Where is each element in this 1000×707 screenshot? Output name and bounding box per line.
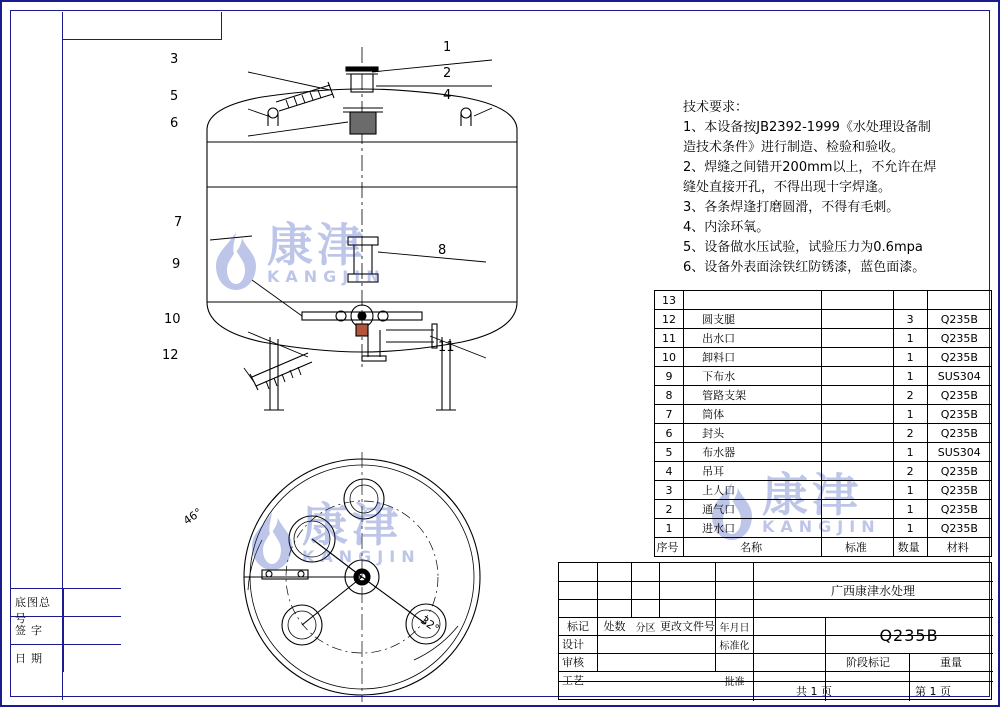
watermark-cn: 康津	[762, 468, 862, 522]
callout-8: 8	[438, 243, 447, 258]
bom-qty: 2	[893, 424, 927, 443]
bom-no: 2	[655, 500, 684, 519]
table-row	[655, 500, 992, 519]
bom-no: 13	[655, 291, 684, 310]
rev-header-count: 处数	[603, 620, 626, 633]
table-row	[655, 481, 992, 500]
table-row	[655, 462, 992, 481]
bom-qty: 1	[893, 329, 927, 348]
bom-std	[822, 462, 894, 481]
bom-name: 吊耳	[684, 462, 822, 481]
bom-std	[822, 481, 894, 500]
bom-std	[822, 500, 894, 519]
bom-mat: Q235B	[927, 386, 991, 405]
bom-std	[822, 443, 894, 462]
bom-name: 出水口	[684, 329, 822, 348]
table-row	[655, 348, 992, 367]
bom-qty: 2	[893, 462, 927, 481]
watermark-cn: 康津	[267, 218, 367, 272]
table-row	[655, 291, 992, 310]
bom-mat: Q235B	[927, 481, 991, 500]
callout-4: 4	[443, 88, 452, 103]
bom-std	[822, 424, 894, 443]
bom-name: 筒体	[684, 405, 822, 424]
bom-name: 上人口	[684, 481, 822, 500]
bom-qty	[893, 291, 927, 310]
watermark-en: KANGJIN	[762, 517, 881, 536]
tech-heading: 技术要求：	[683, 100, 749, 115]
bom-std	[822, 367, 894, 386]
row-label-process: 工艺	[562, 674, 584, 687]
bom-qty: 1	[893, 405, 927, 424]
row-label-review: 审核	[562, 656, 584, 669]
bom-std	[822, 348, 894, 367]
tech-line: 3、各条焊逢打磨圆滑，不得有毛刺。	[683, 200, 900, 215]
left-row-label: 底图总号	[15, 597, 51, 625]
stage-label: 阶段标记	[846, 656, 890, 669]
bom-name: 管路支架	[684, 386, 822, 405]
tech-line: 6、设备外表面涂铁红防锈漆，蓝色面漆。	[683, 260, 926, 275]
bom-header-mat: 材料	[927, 538, 991, 557]
bom-no: 9	[655, 367, 684, 386]
callout-7: 7	[174, 215, 183, 230]
bom-name: 封头	[684, 424, 822, 443]
rev-header-mark: 标记	[567, 620, 589, 633]
weight-label: 重量	[940, 656, 962, 669]
technical-requirements	[683, 98, 993, 278]
bom-std	[822, 310, 894, 329]
bom-no: 3	[655, 481, 684, 500]
callout-2: 2	[443, 66, 452, 81]
row-label-approve: 批准	[724, 676, 745, 688]
bom-no: 1	[655, 519, 684, 538]
callout-6: 6	[170, 116, 179, 131]
tech-line: 4、内涂环氧。	[683, 220, 770, 235]
table-row	[655, 329, 992, 348]
bom-no: 6	[655, 424, 684, 443]
tech-line: 缝处直接开孔，不得出现十字焊逢。	[683, 180, 892, 195]
bom-no: 5	[655, 443, 684, 462]
tech-line: 5、设备做水压试验，试验压力为0.6mpa	[683, 240, 923, 255]
bom-no: 11	[655, 329, 684, 348]
bom-mat: SUS304	[927, 367, 991, 386]
watermark-en: KANGJIN	[302, 547, 421, 566]
bom-name: 下布水	[684, 367, 822, 386]
bom-mat: Q235B	[927, 329, 991, 348]
bom-qty: 1	[893, 519, 927, 538]
callout-11: 11	[438, 340, 455, 355]
company-name: 广西康津水处理	[830, 583, 915, 598]
tech-line: 2、焊缝之间错开200mm以上，不允许在焊	[683, 160, 937, 175]
bom-std	[822, 519, 894, 538]
bom-no: 4	[655, 462, 684, 481]
bom-mat: Q235B	[927, 500, 991, 519]
title-block	[558, 562, 992, 700]
callout-9: 9	[172, 257, 181, 272]
bom-header-name: 名称	[684, 538, 822, 557]
bom-no: 12	[655, 310, 684, 329]
table-row	[655, 367, 992, 386]
bom-mat: Q235B	[927, 424, 991, 443]
angle-label-32: 32°	[418, 613, 442, 636]
bom-header-qty: 数量	[893, 538, 927, 557]
bom-qty: 2	[893, 386, 927, 405]
watermark-en: KANGJIN	[267, 267, 386, 286]
bom-std	[822, 291, 894, 310]
table-row	[655, 386, 992, 405]
table-row	[655, 310, 992, 329]
table-row	[655, 424, 992, 443]
bom-mat: Q235B	[927, 405, 991, 424]
bom-std	[822, 386, 894, 405]
table-row	[655, 519, 992, 538]
bom-mat: SUS304	[927, 443, 991, 462]
bom-no: 8	[655, 386, 684, 405]
rev-header-doc: 更改文件号	[660, 620, 715, 633]
bom-qty: 1	[893, 481, 927, 500]
bom-mat: Q235B	[927, 310, 991, 329]
bom-mat: Q235B	[927, 462, 991, 481]
rev-header-date: 年月日	[719, 622, 750, 634]
callout-10: 10	[164, 312, 181, 327]
callout-1: 1	[443, 40, 452, 55]
bom-qty: 3	[893, 310, 927, 329]
pages-total: 共 1 页	[796, 685, 832, 698]
bom-qty: 1	[893, 367, 927, 386]
bom-qty: 1	[893, 500, 927, 519]
row-label-design: 设计	[562, 638, 584, 651]
tech-line: 造技术条件》进行制造、检验和验收。	[683, 140, 905, 155]
bom-std	[822, 405, 894, 424]
bom-name: 布水器	[684, 443, 822, 462]
bom-qty: 1	[893, 348, 927, 367]
bom-mat	[927, 291, 991, 310]
row-label-standardization: 标准化	[719, 640, 750, 652]
left-row-label: 日 期	[15, 653, 44, 665]
table-row	[655, 443, 992, 462]
bom-name: 圆支腿	[684, 310, 822, 329]
page-current: 第 1 页	[915, 685, 951, 698]
table-row	[655, 405, 992, 424]
callout-5: 5	[170, 89, 179, 104]
bom-name: 进水口	[684, 519, 822, 538]
bom-qty: 1	[893, 443, 927, 462]
left-row-label: 签 字	[15, 625, 44, 637]
bom-no: 10	[655, 348, 684, 367]
watermark-cn: 康津	[302, 498, 402, 552]
callout-12: 12	[162, 348, 179, 363]
bom-header-no: 序号	[655, 538, 684, 557]
bom-header-std: 标准	[822, 538, 894, 557]
material-value: Q235B	[879, 625, 939, 645]
bom-std	[822, 329, 894, 348]
callout-3: 3	[170, 52, 179, 67]
rev-header-zone: 分区	[635, 622, 656, 634]
bom-name: 通气口	[684, 500, 822, 519]
bom-name: 卸料口	[684, 348, 822, 367]
tech-line: 1、本设备按JB2392-1999《水处理设备制	[683, 120, 931, 135]
bom-mat: Q235B	[927, 519, 991, 538]
bom-name	[684, 291, 822, 310]
angle-label-46: 46°	[181, 505, 205, 528]
bill-of-materials-table	[654, 290, 992, 557]
table-header-row	[655, 538, 992, 557]
bom-no: 7	[655, 405, 684, 424]
bom-mat: Q235B	[927, 348, 991, 367]
